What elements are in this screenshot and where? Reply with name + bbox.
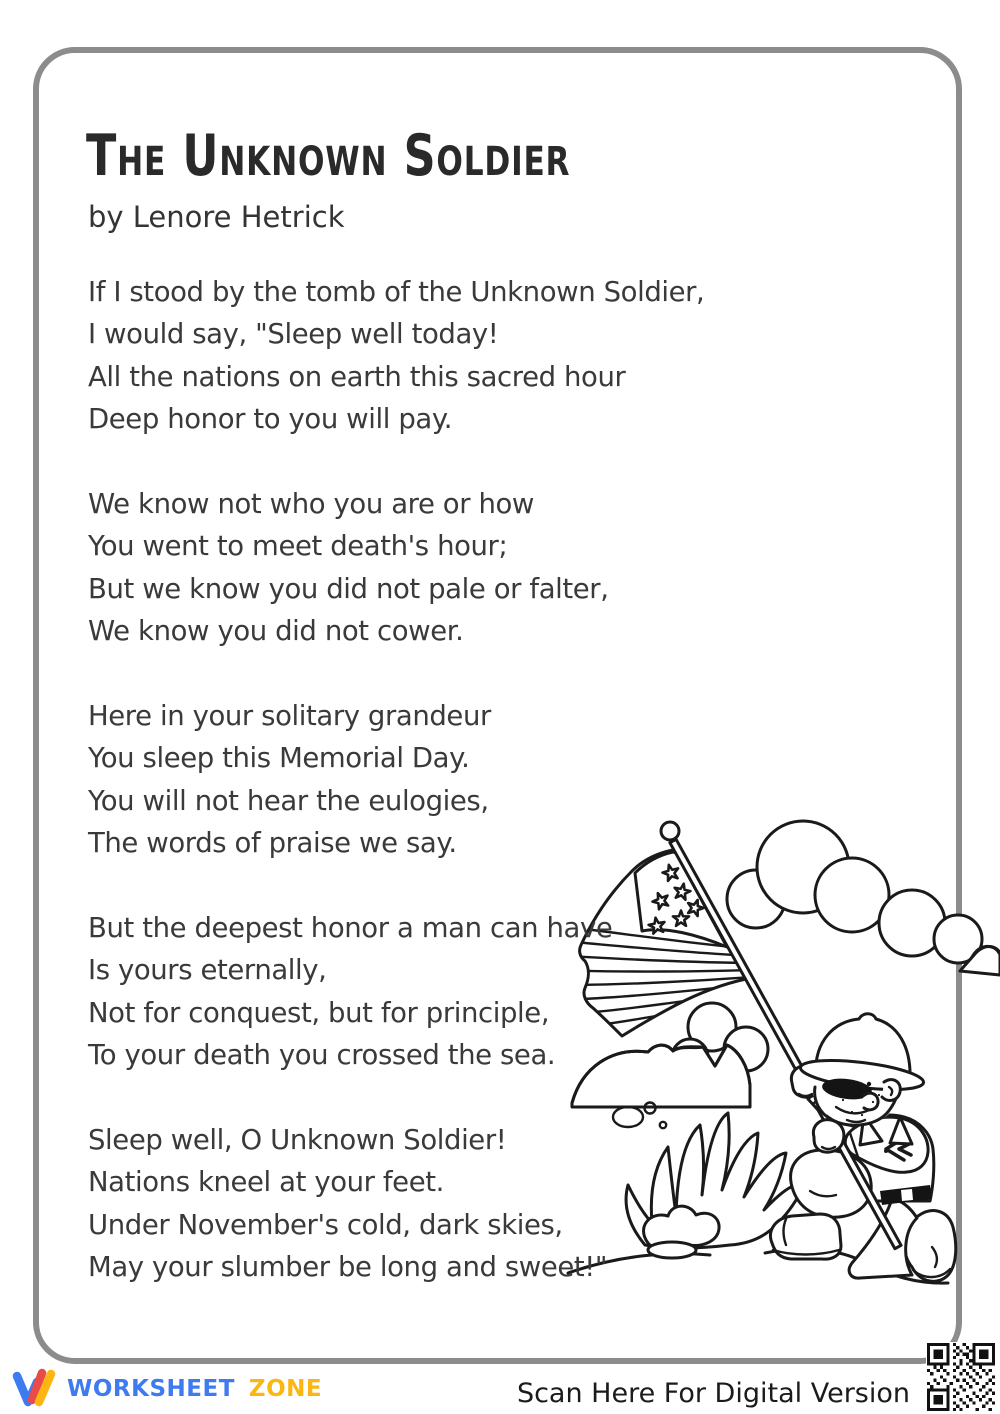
stanza <box>88 1119 704 1289</box>
poem-line: But the deepest honor a man can have <box>88 912 613 945</box>
stanza <box>88 907 704 1077</box>
poem-line: Here in your solitary grandeur <box>88 700 491 733</box>
poem-line: You sleep this Memorial Day. <box>88 742 470 775</box>
soldier-head <box>799 1014 925 1125</box>
soldier-bare-fist <box>813 1120 843 1152</box>
poem-line: Nations kneel at your feet. <box>88 1166 444 1199</box>
poem-line: The words of praise we say. <box>88 827 457 860</box>
stanza <box>88 483 704 653</box>
stanza <box>88 695 704 865</box>
poem-line: All the nations on earth this sacred hour <box>88 360 626 393</box>
scan-here-label: Scan Here For Digital Version <box>516 1378 910 1409</box>
poem-line: Deep honor to you will pay. <box>88 403 453 436</box>
poem-line: But we know you did not pale or falter, <box>88 572 609 605</box>
logo-text-zone: ZONE <box>248 1376 323 1402</box>
poem-line: To your death you crossed the sea. <box>88 1039 556 1072</box>
qr-code <box>926 1342 998 1414</box>
worksheetzone-logo-icon <box>12 1366 58 1412</box>
poem-line: I would say, "Sleep well today! <box>88 318 499 351</box>
poem-title: The Unknown Soldier <box>86 123 571 189</box>
worksheetzone-logo <box>12 1364 322 1414</box>
poem-byline: by Lenore Hetrick <box>88 200 345 234</box>
poem-line: You will not hear the eulogies, <box>88 784 489 817</box>
poem-line: Is yours eternally, <box>88 954 327 987</box>
poem-line: We know not who you are or how <box>88 488 535 521</box>
poem-body <box>88 271 704 1331</box>
logo-text-worksheet: WORKSHEET <box>67 1376 235 1402</box>
poem-line: We know you did not cower. <box>88 615 464 648</box>
poem-line: May your slumber be long and sweet!" <box>88 1251 608 1284</box>
poem-line: If I stood by the tomb of the Unknown Soldier, <box>88 276 705 308</box>
stanza <box>88 271 704 441</box>
poem-line: Not for conquest, but for principle, <box>88 996 550 1029</box>
poem-line: Sleep well, O Unknown Soldier! <box>88 1124 507 1157</box>
soldier-nose <box>863 1093 878 1110</box>
poem-line: Under November's cold, dark skies, <box>88 1208 563 1241</box>
poem-line: You went to meet death's hour; <box>88 530 508 563</box>
